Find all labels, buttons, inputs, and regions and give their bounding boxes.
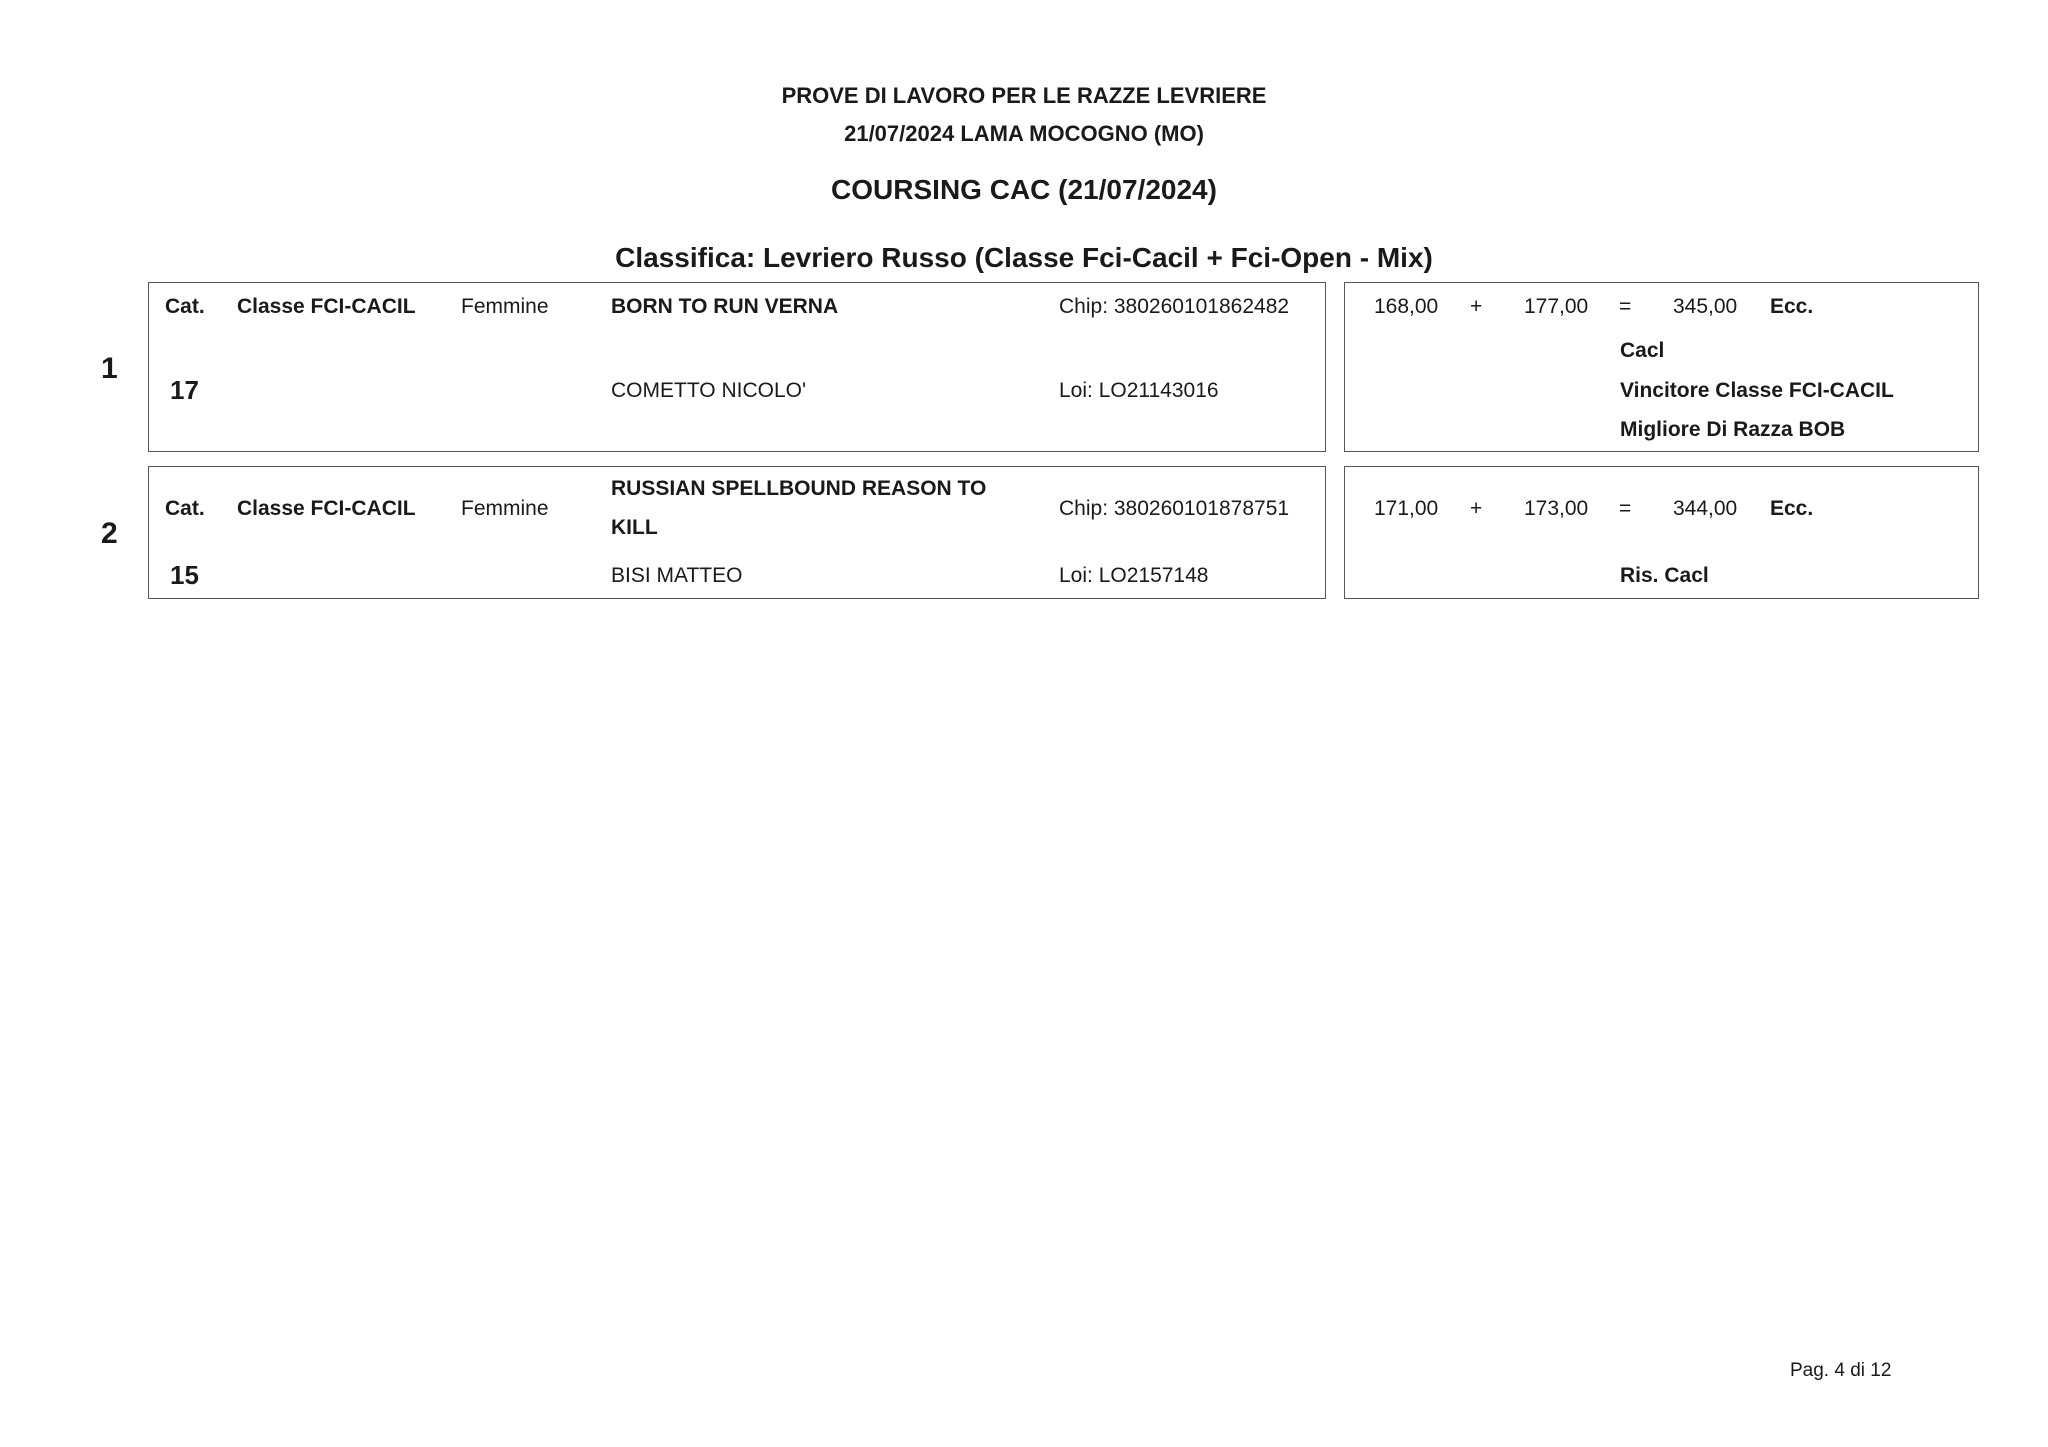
plus-sign: + (1470, 295, 1483, 318)
competition-title: COURSING CAC (21/07/2024) (831, 174, 1217, 205)
plus-sign: + (1470, 497, 1483, 520)
award: Migliore Di Razza BOB (1620, 418, 1846, 441)
dog-name-continued: KILL (611, 516, 658, 539)
page-number: Pag. 4 di 12 (1790, 1360, 1892, 1381)
equals-sign: = (1619, 295, 1632, 318)
award: Ris. Cacl (1620, 564, 1709, 587)
award: Cacl (1620, 339, 1665, 362)
event-date-place: 21/07/2024 LAMA MOCOGNO (MO) (844, 121, 1204, 146)
chip-number: Chip: 380260101878751 (1059, 497, 1290, 520)
class-label: Classe FCI-CACIL (237, 295, 416, 318)
award: Vincitore Classe FCI-CACIL (1620, 379, 1894, 402)
cat-label: Cat. (165, 295, 205, 318)
score-total: 344,00 (1673, 497, 1738, 520)
dog-name: RUSSIAN SPELLBOUND REASON TO (611, 477, 987, 500)
loi-number: Loi: LO21143016 (1059, 379, 1219, 402)
rank-number: 2 (101, 517, 118, 550)
score-second: 177,00 (1524, 295, 1589, 318)
chip-number: Chip: 380260101862482 (1059, 295, 1290, 318)
grade: Ecc. (1770, 497, 1814, 520)
sex-label: Femmine (461, 497, 549, 520)
score-first: 168,00 (1374, 295, 1439, 318)
equals-sign: = (1619, 497, 1632, 520)
score-first: 171,00 (1374, 497, 1439, 520)
sex-label: Femmine (461, 295, 549, 318)
loi-number: Loi: LO2157148 (1059, 564, 1209, 587)
rank-number: 1 (101, 352, 118, 385)
cat-label: Cat. (165, 497, 205, 520)
owner-name: COMETTO NICOLO' (611, 379, 806, 402)
grade: Ecc. (1770, 295, 1814, 318)
cat-number: 17 (170, 375, 199, 405)
score-total: 345,00 (1673, 295, 1738, 318)
dog-name: BORN TO RUN VERNA (611, 295, 839, 318)
ranking-title: Classifica: Levriero Russo (Classe Fci-Cacil + Fci-Open - Mix) (615, 242, 1433, 273)
owner-name: BISI MATTEO (611, 564, 743, 587)
event-title: PROVE DI LAVORO PER LE RAZZE LEVRIERE (781, 83, 1267, 108)
score-second: 173,00 (1524, 497, 1589, 520)
cat-number: 15 (170, 560, 199, 590)
class-label: Classe FCI-CACIL (237, 497, 416, 520)
